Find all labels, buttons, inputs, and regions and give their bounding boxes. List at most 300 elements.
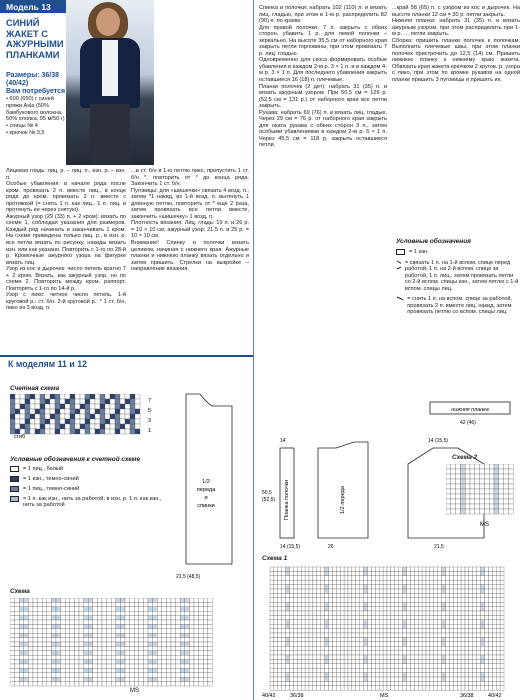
grid-cell: [391, 677, 395, 681]
grid-cell: [508, 479, 513, 484]
grid-cell: [19, 651, 24, 655]
grid-cell: [430, 620, 434, 624]
grid-cell: [199, 660, 204, 664]
grid-cell: [430, 624, 434, 628]
grid-cell: [391, 611, 395, 615]
grid-cell: [199, 646, 204, 650]
grid-cell: [460, 484, 465, 489]
grid-cell: [340, 624, 344, 628]
grid-cell: [274, 571, 278, 575]
grid-cell: [403, 637, 407, 641]
grid-cell: [120, 394, 125, 399]
grid-cell: [309, 607, 313, 611]
grid-cell: [153, 655, 158, 659]
grid-cell: [30, 409, 35, 414]
grid-cell: [332, 589, 336, 593]
grid-cell: [102, 677, 107, 681]
slip-icon: [10, 496, 19, 502]
grid-cell: [492, 655, 496, 659]
grid-cell: [336, 646, 340, 650]
grid-cell: [348, 615, 352, 619]
grid-cell: [317, 681, 321, 685]
grid-cell: [332, 624, 336, 628]
grid-cell: [329, 633, 333, 637]
grid-cell: [93, 664, 98, 668]
grid-cell: [70, 642, 75, 646]
grid-cell: [297, 651, 301, 655]
grid-cell: [15, 394, 20, 399]
grid-cell: [148, 598, 153, 602]
grid-cell: [461, 576, 465, 580]
grid-cell: [282, 655, 286, 659]
grid-cell: [10, 620, 15, 624]
grid-cell: [139, 668, 144, 672]
grid-cell: [379, 668, 383, 672]
grid-cell: [422, 576, 426, 580]
grid-cell: [465, 593, 469, 597]
grid-cell: [485, 602, 489, 606]
grid-cell: [496, 624, 500, 628]
grid-cell: [15, 633, 20, 637]
grid-cell: [461, 585, 465, 589]
grid-cell: [297, 615, 301, 619]
grid-cell: [203, 624, 208, 628]
grid-cell: [360, 598, 364, 602]
grid-cell: [185, 598, 190, 602]
grid-cell: [461, 615, 465, 619]
grid-cell: [274, 567, 278, 571]
grid-cell: [332, 580, 336, 584]
grid-cell: [485, 615, 489, 619]
grid-cell: [28, 602, 33, 606]
grid-cell: [290, 567, 294, 571]
grid-cell: [282, 677, 286, 681]
grid-cell: [414, 637, 418, 641]
grid-cell: [301, 629, 305, 633]
grid-cell: [162, 624, 167, 628]
grid-cell: [329, 646, 333, 650]
grid-cell: [28, 664, 33, 668]
grid-cell: [88, 607, 93, 611]
grid-cell: [364, 664, 368, 668]
grid-cell: [475, 489, 480, 494]
grid-cell: [371, 681, 375, 685]
grid-cell: [40, 394, 45, 399]
grid-cell: [494, 479, 499, 484]
grid-cell: [344, 571, 348, 575]
grid-cell: [360, 602, 364, 606]
grid-cell: [97, 611, 102, 615]
grid-cell: [457, 642, 461, 646]
grid-cell: [309, 629, 313, 633]
grid-cell: [274, 589, 278, 593]
grid-cell: [449, 659, 453, 663]
grid-cell: [375, 593, 379, 597]
grid-cell: [293, 602, 297, 606]
grid-cell: [329, 580, 333, 584]
grid-cell: [116, 682, 121, 686]
grid-cell: [293, 664, 297, 668]
grid-cell: [317, 659, 321, 663]
grid-cell: [270, 637, 274, 641]
grid-cell: [45, 424, 50, 429]
grid-cell: [332, 646, 336, 650]
grid-cell: [120, 660, 125, 664]
grid-cell: [93, 602, 98, 606]
grid-cell: [278, 646, 282, 650]
grid-cell: [407, 642, 411, 646]
grid-cell: [356, 567, 360, 571]
grid-cell: [321, 585, 325, 589]
grid-cell: [15, 638, 20, 642]
grid-cell: [325, 633, 329, 637]
grid-cell: [79, 620, 84, 624]
grid-cell: [162, 638, 167, 642]
grid-cell: [100, 409, 105, 414]
svg-text:14 (15,5): 14 (15,5): [280, 544, 301, 550]
grid-cell: [143, 682, 148, 686]
grid-cell: [203, 620, 208, 624]
grid-cell: [111, 616, 116, 620]
grid-cell: [344, 585, 348, 589]
grid-cell: [270, 620, 274, 624]
grid-cell: [395, 659, 399, 663]
grid-cell: [166, 616, 171, 620]
grid-cell: [352, 620, 356, 624]
grid-cell: [344, 615, 348, 619]
column-divider: [253, 0, 254, 700]
grid-cell: [442, 677, 446, 681]
grid-cell: [33, 682, 38, 686]
grid-cell: [352, 633, 356, 637]
grid-cell: [24, 598, 29, 602]
grid-cell: [61, 677, 66, 681]
grid-cell: [364, 673, 368, 677]
grid-cell: [290, 593, 294, 597]
grid-cell: [446, 464, 451, 469]
grid-cell: [297, 576, 301, 580]
grid-cell: [485, 655, 489, 659]
grid-cell: [325, 571, 329, 575]
grid-cell: [442, 567, 446, 571]
grid-cell: [56, 642, 61, 646]
grid-cell: [33, 651, 38, 655]
grid-cell: [446, 602, 450, 606]
grid-cell: [508, 474, 513, 479]
grid-cell: [387, 620, 391, 624]
grid-cell: [473, 567, 477, 571]
grid-cell: [368, 668, 372, 672]
grid-cell: [42, 651, 47, 655]
grid-cell: [38, 598, 43, 602]
grid-cell: [414, 567, 418, 571]
grid-cell: [47, 620, 52, 624]
grid-cell: [153, 642, 158, 646]
grid-cell: [461, 664, 465, 668]
grid-cell: [290, 611, 294, 615]
grid-cell: [25, 419, 30, 424]
grid-cell: [282, 602, 286, 606]
grid-cell: [120, 611, 125, 615]
grid-cell: [473, 580, 477, 584]
grid-cell: [399, 664, 403, 668]
grid-cell: [20, 399, 25, 404]
grid-cell: [38, 629, 43, 633]
grid-cell: [364, 598, 368, 602]
grid-cell: [442, 607, 446, 611]
grid-cell: [208, 668, 213, 672]
grid-cell: [391, 585, 395, 589]
grid-cell: [371, 580, 375, 584]
grid-cell: [453, 659, 457, 663]
grid-cell: [286, 633, 290, 637]
grid-cell: [65, 677, 70, 681]
grid-cell: [321, 633, 325, 637]
grid-cell: [332, 576, 336, 580]
grid-cell: [105, 394, 110, 399]
grid-cell: [290, 651, 294, 655]
grid-cell: [15, 624, 20, 628]
grid-cell: [19, 646, 24, 650]
grid-cell: [352, 598, 356, 602]
grid-cell: [65, 409, 70, 414]
grid-cell: [430, 686, 434, 690]
grid-cell: [290, 655, 294, 659]
grid-cell: [51, 646, 56, 650]
grid-cell: [496, 620, 500, 624]
grid-cell: [286, 607, 290, 611]
grid-cell: [332, 637, 336, 641]
grid-cell: [449, 593, 453, 597]
grid-cell: [391, 589, 395, 593]
grid-cell: [387, 651, 391, 655]
grid-cell: [407, 633, 411, 637]
grid-cell: [70, 394, 75, 399]
grid-cell: [88, 624, 93, 628]
grid-cell: [97, 673, 102, 677]
grid-cell: [185, 655, 190, 659]
grid-cell: [317, 646, 321, 650]
grid-cell: [143, 638, 148, 642]
grid-cell: [305, 576, 309, 580]
grid-cell: [470, 474, 475, 479]
grid-cell: [317, 611, 321, 615]
grid-cell: [469, 681, 473, 685]
grid-cell: [453, 567, 457, 571]
grid-cell: [426, 686, 430, 690]
grid-cell: [42, 602, 47, 606]
grid-cell: [65, 638, 70, 642]
grid-cell: [391, 686, 395, 690]
grid-cell: [102, 646, 107, 650]
grid-cell: [199, 602, 204, 606]
grid-cell: [88, 602, 93, 606]
grid-cell: [457, 633, 461, 637]
grid-cell: [403, 677, 407, 681]
grid-cell: [426, 607, 430, 611]
grid-cell: [317, 576, 321, 580]
grid-cell: [274, 580, 278, 584]
grid-cell: [360, 651, 364, 655]
grid-cell: [407, 668, 411, 672]
grid-cell: [30, 414, 35, 419]
grid-cell: [166, 646, 171, 650]
grid-cell: [171, 607, 176, 611]
grid-cell: [157, 624, 162, 628]
grid-cell: [383, 567, 387, 571]
grid-cell: [111, 646, 116, 650]
grid-cell: [457, 681, 461, 685]
grid-cell: [325, 655, 329, 659]
model-header: Модель 13: [0, 0, 125, 13]
count-scheme-chart: [10, 394, 160, 442]
grid-cell: [383, 642, 387, 646]
grid-cell: [45, 409, 50, 414]
grid-cell: [130, 664, 135, 668]
grid-cell: [157, 668, 162, 672]
grid-cell: [61, 598, 66, 602]
grid-cell: [176, 629, 181, 633]
grid-cell: [74, 616, 79, 620]
grid-cell: [489, 504, 494, 509]
grid-cell: [286, 673, 290, 677]
grid-cell: [368, 637, 372, 641]
grid-cell: [418, 611, 422, 615]
grid-cell: [477, 664, 481, 668]
grid-cell: [418, 589, 422, 593]
grid-cell: [274, 615, 278, 619]
conventions-right: Условные обозначения = 1 изн. = связать 1 п. на 1-й вспом. спице перед работой, 1 п. на 2-й вспом. спице за работой, 1 п. лиц., затем провязать петли со 2-й вспом. спицы изн., затем петлю с 1-й вспом. спицы лиц. = снять 1 п. на вспом. спице за работой, провязать 2 п. вместе лиц. накид, затем провязать петлю со вспом. спицы лиц.: [396, 238, 519, 316]
grid-cell: [157, 677, 162, 681]
grid-cell: [84, 611, 89, 615]
grid-cell: [38, 620, 43, 624]
grid-cell: [453, 576, 457, 580]
grid-cell: [438, 633, 442, 637]
grid-cell: [325, 580, 329, 584]
grid-cell: [88, 682, 93, 686]
grid-cell: [313, 673, 317, 677]
grid-cell: [325, 664, 329, 668]
grid-cell: [278, 598, 282, 602]
grid-cell: [500, 602, 504, 606]
grid-cell: [305, 567, 309, 571]
grid-cell: [461, 642, 465, 646]
grid-cell: [383, 681, 387, 685]
grid-cell: [116, 651, 121, 655]
grid-cell: [340, 589, 344, 593]
grid-cell: [33, 673, 38, 677]
grid-cell: [61, 668, 66, 672]
grid-cell: [470, 464, 475, 469]
grid-cell: [47, 611, 52, 615]
grid-cell: [356, 607, 360, 611]
grid-cell: [371, 607, 375, 611]
grid-cell: [130, 633, 135, 637]
grid-cell: [456, 504, 461, 509]
grid-cell: [477, 615, 481, 619]
grid-cell: [107, 624, 112, 628]
scheme2-chart: [446, 464, 520, 528]
grid-cell: [130, 629, 135, 633]
grid-cell: [371, 655, 375, 659]
grid-cell: [120, 664, 125, 668]
grid-cell: [336, 637, 340, 641]
grid-cell: [477, 646, 481, 650]
grid-cell: [499, 469, 504, 474]
grid-cell: [387, 677, 391, 681]
grid-cell: [453, 655, 457, 659]
grid-cell: [10, 633, 15, 637]
grid-cell: [74, 660, 79, 664]
grid-cell: [504, 474, 509, 479]
grid-cell: [344, 598, 348, 602]
grid-cell: [364, 585, 368, 589]
grid-cell: [180, 646, 185, 650]
grid-cell: [274, 607, 278, 611]
grid-cell: [116, 620, 121, 624]
grid-cell: [477, 629, 481, 633]
grid-cell: [403, 589, 407, 593]
grid-cell: [480, 474, 485, 479]
grid-cell: [410, 629, 414, 633]
grid-cell: [480, 509, 485, 514]
grid-cell: [399, 686, 403, 690]
grid-cell: [297, 598, 301, 602]
grid-cell: [313, 615, 317, 619]
grid-cell: [453, 633, 457, 637]
grid-cell: [162, 677, 167, 681]
grid-cell: [208, 682, 213, 686]
fold-label: сгиб: [14, 434, 26, 440]
grid-cell: [290, 607, 294, 611]
grid-cell: [93, 616, 98, 620]
grid-cell: [340, 629, 344, 633]
grid-cell: [111, 660, 116, 664]
grid-cell: [438, 615, 442, 619]
grid-cell: [74, 624, 79, 628]
grid-cell: [203, 668, 208, 672]
grid-cell: [426, 567, 430, 571]
grid-cell: [107, 633, 112, 637]
grid-cell: [135, 414, 140, 419]
grid-cell: [10, 677, 15, 681]
grid-cell: [451, 509, 456, 514]
grid-cell: [125, 399, 130, 404]
grid-cell: [446, 611, 450, 615]
grid-cell: [321, 580, 325, 584]
grid-cell: [340, 567, 344, 571]
grid-cell: [356, 673, 360, 677]
grid-cell: [484, 494, 489, 499]
grid-cell: [102, 660, 107, 664]
grid-cell: [457, 589, 461, 593]
grid-cell: [457, 686, 461, 690]
grid-cell: [56, 620, 61, 624]
grid-cell: [176, 677, 181, 681]
grid-cell: [500, 673, 504, 677]
grid-cell: [20, 424, 25, 429]
grid-cell: [116, 616, 121, 620]
model-photo: [66, 0, 154, 165]
grid-cell: [446, 484, 451, 489]
grid-cell: [24, 602, 29, 606]
grid-cell: [19, 616, 24, 620]
grid-cell: [418, 651, 422, 655]
grid-cell: [270, 567, 274, 571]
grid-cell: [84, 633, 89, 637]
grid-cell: [488, 655, 492, 659]
grid-cell: [422, 580, 426, 584]
